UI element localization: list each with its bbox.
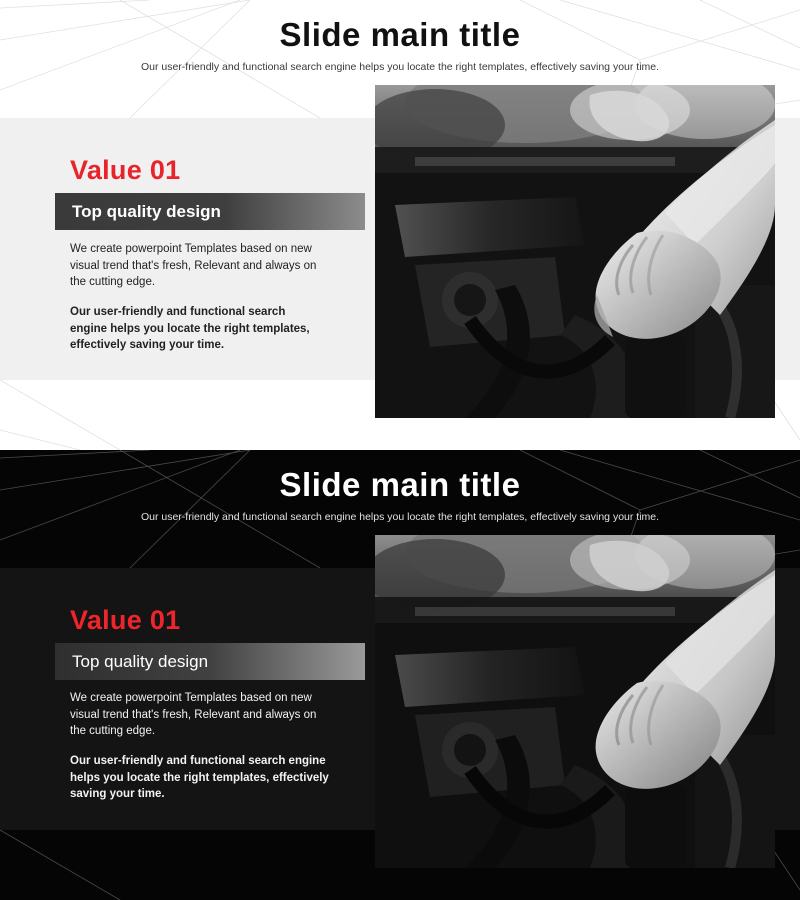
section-heading-text: Top quality design (72, 651, 209, 671)
title-block-light (0, 16, 800, 75)
page-title: Slide main title (279, 16, 521, 53)
section-heading-bar (55, 643, 365, 680)
section-heading-text: Top quality design (72, 201, 221, 221)
page-title: Slide main title (279, 466, 521, 503)
body-column-light (70, 241, 320, 354)
body-paragraph-2: Our user-friendly and functional search engine helps you locate the right templates, effectively saving your time. (70, 755, 329, 801)
mechanic-hands-engine-photo (375, 85, 775, 418)
value-label: Value 01 (70, 155, 181, 185)
value-label: Value 01 (70, 605, 181, 635)
body-column-dark (70, 690, 332, 803)
mechanic-hands-engine-photo (375, 535, 775, 868)
title-block-dark (0, 466, 800, 525)
page-subtitle: Our user-friendly and functional search engine helps you locate the right templates, effectively saving your time. (140, 510, 660, 523)
body-paragraph-1: We create powerpoint Templates based on new visual trend that's fresh, Relevant and always on the cutting edge. (70, 243, 317, 289)
slide-dark (0, 450, 800, 900)
page-subtitle: Our user-friendly and functional search engine helps you locate the right templates, effectively saving your time. (140, 60, 660, 73)
body-paragraph-1: We create powerpoint Templates based on new visual trend that's fresh, Relevant and always on the cutting edge. (70, 692, 317, 738)
body-paragraph-2: Our user-friendly and functional search engine helps you locate the right templates, effectively saving your time. (70, 306, 310, 352)
section-heading-bar (55, 193, 365, 230)
